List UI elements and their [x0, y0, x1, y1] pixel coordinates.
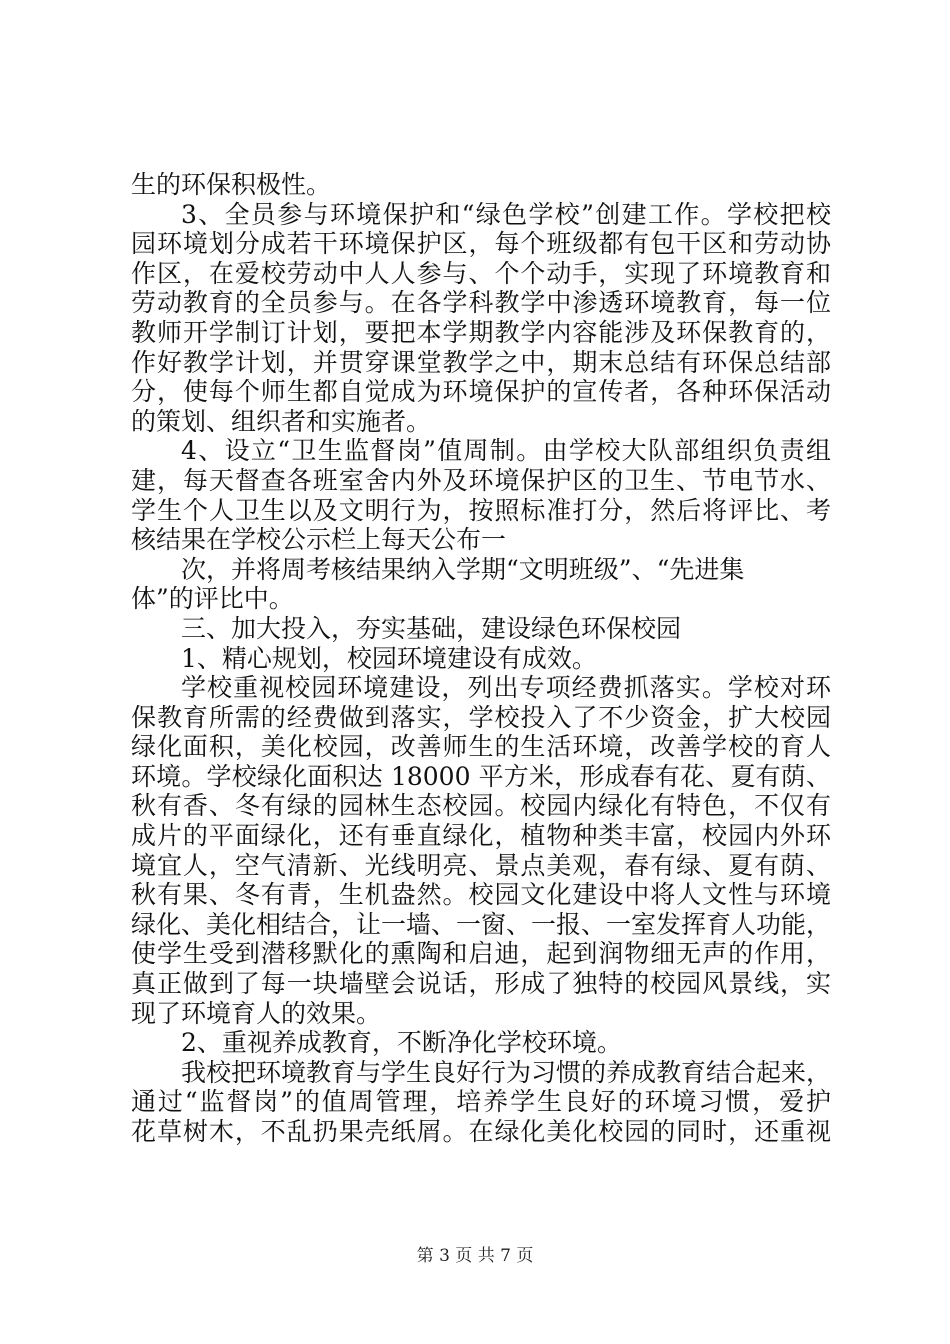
text-line: 现了环境育人的效果。 — [131, 998, 382, 1028]
text-line: 秋有果、冬有青，生机盎然。校园文化建设中将人文性与环境 — [131, 880, 831, 910]
text-line: 保教育所需的经费做到落实，学校投入了不少资金，扩大校园 — [131, 702, 831, 732]
text-line: 我校把环境教育与学生良好行为习惯的养成教育结合起来， — [181, 1057, 832, 1087]
text-line: 成片的平面绿化，还有垂直绿化，植物种类丰富，校园内外环 — [131, 821, 831, 851]
text-line: 的策划、组织者和实施者。 — [131, 406, 432, 436]
text-line: 劳动教育的全员参与。在各学科教学中渗透环境教育，每一位 — [131, 288, 831, 318]
text-line: 学校重视校园环境建设，列出专项经费抓落实。学校对环 — [181, 673, 831, 703]
text-line: 3、全员参与环境保护和“绿色学校”创建工作。学校把校 — [181, 199, 831, 229]
page-number-footer: 第 3 页 共 7 页 — [416, 1246, 534, 1266]
text-line: 作好教学计划，并贯穿课堂教学之中，期末总结有环保总结部 — [131, 347, 831, 377]
text-line: 绿化面积，美化校园，改善师生的生活环境，改善学校的育人 — [131, 732, 831, 762]
text-line: 学生个人卫生以及文明行为，按照标准打分，然后将评比、考 — [131, 495, 831, 525]
text-line: 园环境划分成若干环境保护区，每个班级都有包干区和劳动协 — [131, 229, 831, 259]
text-line: 真正做到了每一块墙壁会说话，形成了独特的校园风景线，实 — [131, 969, 831, 999]
text-line: 核结果在学校公示栏上每天公布一 — [131, 525, 507, 555]
text-line: 体”的评比中。 — [131, 584, 294, 614]
text-line: 秋有香、冬有绿的园林生态校园。校园内绿化有特色，不仅有 — [131, 791, 831, 821]
text-line: 境宜人，空气清新、光线明亮、景点美观，春有绿、夏有荫、 — [131, 850, 831, 880]
text-line: 花草树木，不乱扔果壳纸屑。在绿化美化校园的同时，还重视 — [131, 1117, 831, 1146]
text-line: 建，每天督查各班室舍内外及环境保护区的卫生、节电节水、 — [131, 465, 831, 495]
text-line: 分，使每个师生都自觉成为环境保护的宣传者，各种环保活动 — [131, 377, 831, 407]
text-line: 次，并将周考核结果纳入学期“文明班级”、“先进集 — [181, 554, 745, 584]
section-heading: 三、加大投入，夯实基础，建设绿色环保校园 — [181, 613, 682, 643]
text-line: 使学生受到潜移默化的熏陶和启迪，起到润物细无声的作用， — [131, 939, 831, 969]
text-line: 绿化、美化相结合，让一墙、一窗、一报、一室发挥育人功能， — [131, 909, 832, 939]
text-line: 作区，在爱校劳动中人人参与、个个动手，实现了环境教育和 — [131, 258, 831, 288]
text-line: 教师开学制订计划，要把本学期教学内容能涉及环保教育的， — [131, 317, 831, 347]
text-line: 通过“监督岗”的值周管理，培养学生良好的环境习惯，爱护 — [131, 1087, 831, 1117]
subsection-heading: 2、重视养成教育，不断净化学校环境。 — [181, 1028, 622, 1058]
text-line: 生的环保积极性。 — [131, 170, 332, 199]
text-line: 4、设立“卫生监督岗”值周制。由学校大队部组织负责组 — [181, 436, 831, 466]
text-line: 环境。学校绿化面积达 18000 平方米，形成春有花、夏有荫、 — [131, 761, 831, 791]
document-body — [131, 170, 831, 1147]
subsection-heading: 1、精心规划，校园环境建设有成效。 — [181, 643, 597, 673]
